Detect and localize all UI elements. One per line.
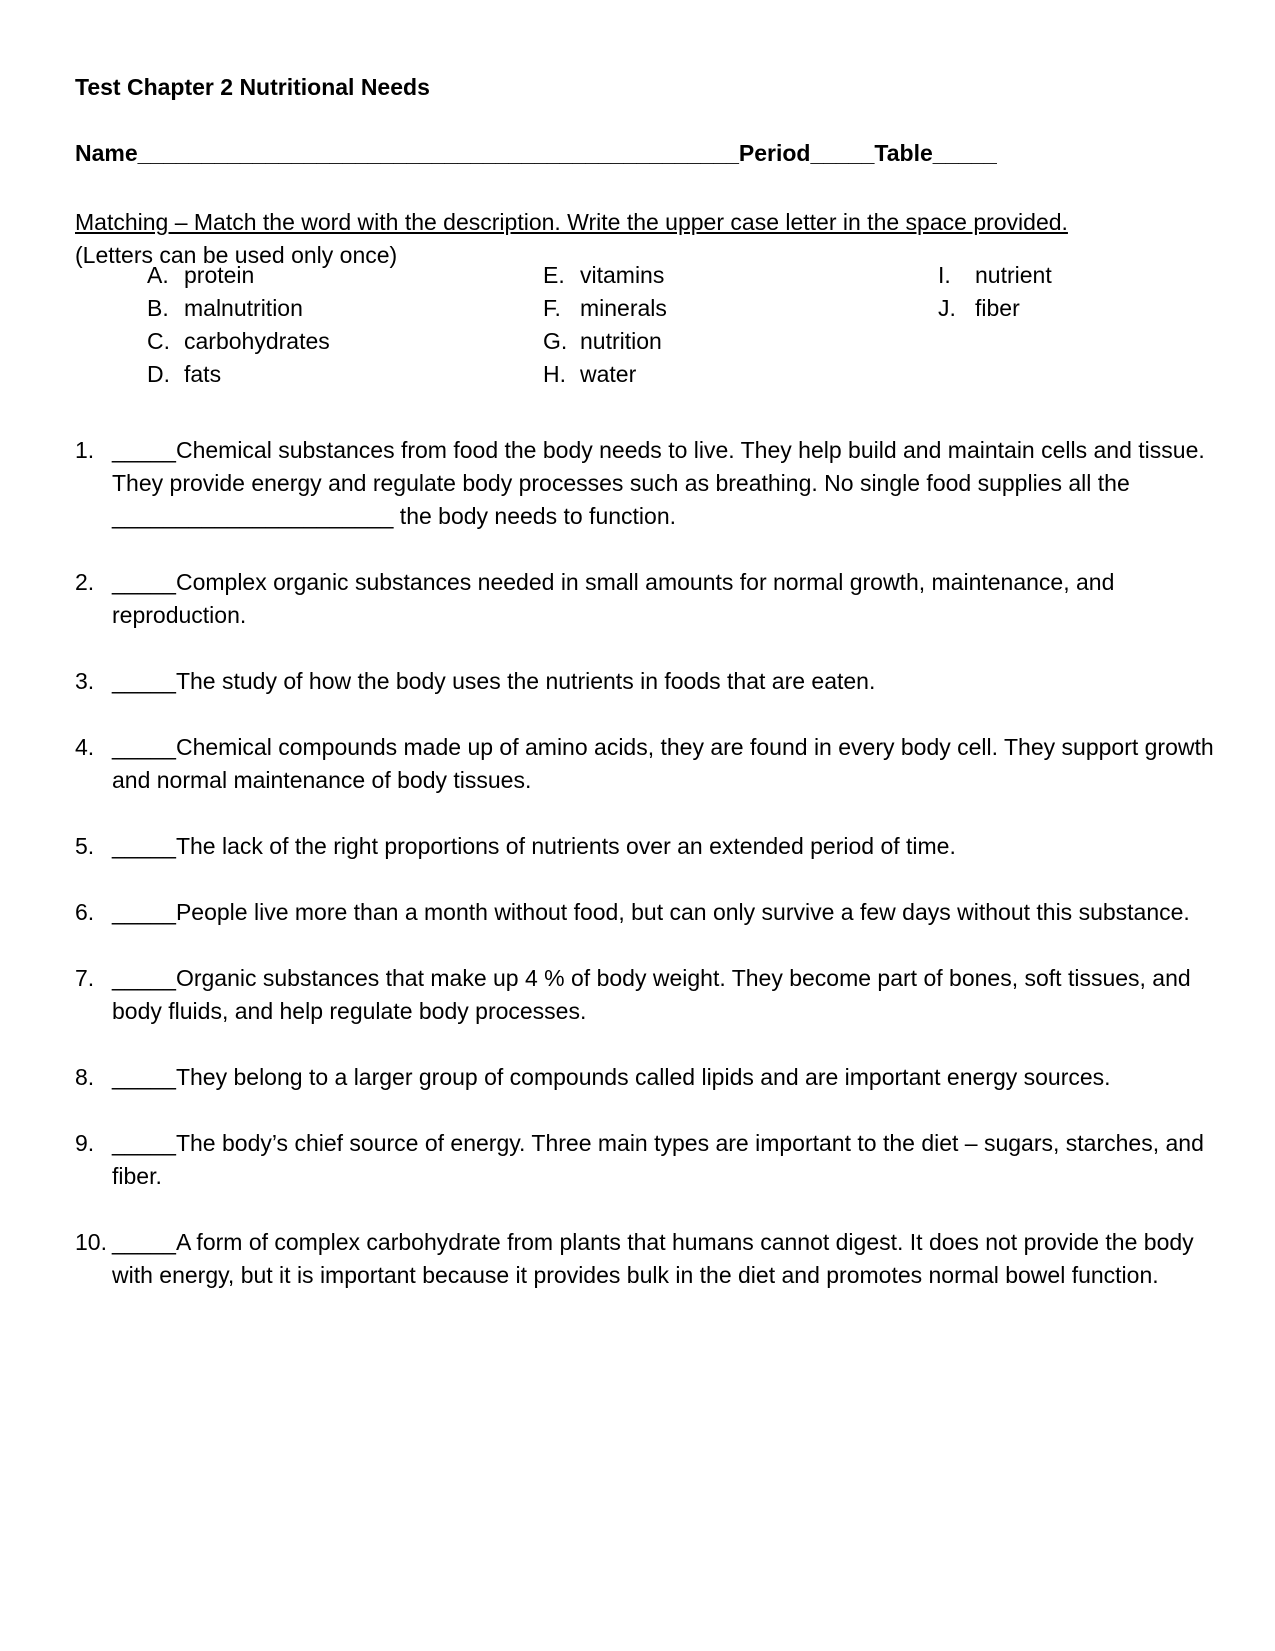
page-title: Test Chapter 2 Nutritional Needs [75,74,430,100]
question-text: Organic substances that make up 4 % of body weight. They become part of bones, soft tissues, and body fluids, and help regulate body processes. [112,965,1191,1024]
option-b [147,292,330,325]
option-letter: A. [147,262,169,288]
option-letter: I. [938,262,951,288]
question-text: Chemical compounds made up of amino acids, they are found in every body cell. They support growth and normal maintenance of body tissues. [112,734,1214,793]
answer-blank[interactable]: _____ [112,965,176,991]
question-text: The lack of the right proportions of nutrients over an extended period of time. [175,833,956,859]
option-letter: C. [147,328,170,354]
question-6 [75,896,1225,929]
question-text: The study of how the body uses the nutrients in foods that are eaten. [175,668,876,694]
option-i [938,259,1052,292]
option-word: nutrition [580,328,662,354]
options-column-3 [938,259,1052,325]
option-word: minerals [580,295,667,321]
student-info-fields [75,140,997,167]
answer-blank[interactable]: _____ [112,569,176,595]
period-blank[interactable]: _____ [810,140,875,166]
answer-blank[interactable]: _____ [112,1229,176,1255]
question-8 [75,1061,1225,1094]
option-letter: D. [147,361,170,387]
question-number: 7. [75,965,95,991]
options-column-1 [147,259,330,391]
question-4 [75,731,1225,797]
question-text: People live more than a month without food, but can only survive a few days without this substance. [175,899,1190,925]
table-label: Table [874,140,933,166]
question-10 [75,1226,1225,1292]
name-blank[interactable]: _______________________________________________ [137,140,739,166]
option-word: malnutrition [184,295,303,321]
answer-blank[interactable]: _____ [112,899,176,925]
option-letter: F. [543,295,561,321]
option-word: protein [184,262,255,288]
question-2 [75,566,1225,632]
option-c [147,325,330,358]
question-text: They belong to a larger group of compounds called lipids and are important energy sources. [175,1064,1111,1090]
question-number: 4. [75,734,95,760]
option-word: water [580,361,637,387]
option-word: fats [184,361,222,387]
question-7 [75,962,1225,1028]
option-a [147,259,330,292]
answer-blank[interactable]: _____ [112,668,176,694]
answer-blank[interactable]: _____ [112,833,176,859]
option-letter: J. [938,295,956,321]
instructions-note: (Letters can be used only once) [75,242,398,268]
question-1 [75,434,1225,533]
option-word: nutrient [975,262,1052,288]
question-text: Complex organic substances needed in small amounts for normal growth, maintenance, and reproduction. [112,569,1115,628]
answer-blank[interactable]: _____ [112,1064,176,1090]
question-number: 2. [75,569,95,595]
option-letter: B. [147,295,169,321]
option-letter: H. [543,361,566,387]
option-g [543,325,667,358]
question-number: 6. [75,899,95,925]
name-label: Name [75,140,138,166]
question-list [75,434,1225,1325]
question-text: Chemical substances from food the body needs to live. They help build and maintain cells and tissue. They provide energy and regulate body processes such as breathing. No single food supplies all the ______________________ the body needs to function. [112,437,1205,529]
period-label: Period [738,140,811,166]
question-9 [75,1127,1225,1193]
answer-blank[interactable]: _____ [112,437,176,463]
options-column-2 [543,259,667,391]
option-h [543,358,667,391]
option-word: fiber [975,295,1020,321]
question-3 [75,665,1225,698]
question-number: 10. [75,1229,107,1255]
answer-blank[interactable]: _____ [112,1130,176,1156]
question-text: The body’s chief source of energy. Three main types are important to the diet – sugars, starches, and fiber. [112,1130,1204,1189]
question-5 [75,830,1225,863]
table-blank[interactable]: _____ [932,140,997,166]
option-e [543,259,667,292]
option-f [543,292,667,325]
question-number: 5. [75,833,95,859]
option-letter: G. [543,328,568,354]
option-word: vitamins [580,262,665,288]
question-text: A form of complex carbohydrate from plants that humans cannot digest. It does not provide the body with energy, but it is important because it provides bulk in the diet and promotes normal bowel function. [112,1229,1194,1288]
question-number: 9. [75,1130,95,1156]
option-word: carbohydrates [184,328,330,354]
question-number: 8. [75,1064,95,1090]
option-d [147,358,330,391]
question-number: 3. [75,668,95,694]
option-letter: E. [543,262,565,288]
option-j [938,292,1052,325]
instructions-line: Matching – Match the word with the description. Write the upper case letter in the space provided. [75,209,1068,235]
answer-blank[interactable]: _____ [112,734,176,760]
question-number: 1. [75,437,95,463]
